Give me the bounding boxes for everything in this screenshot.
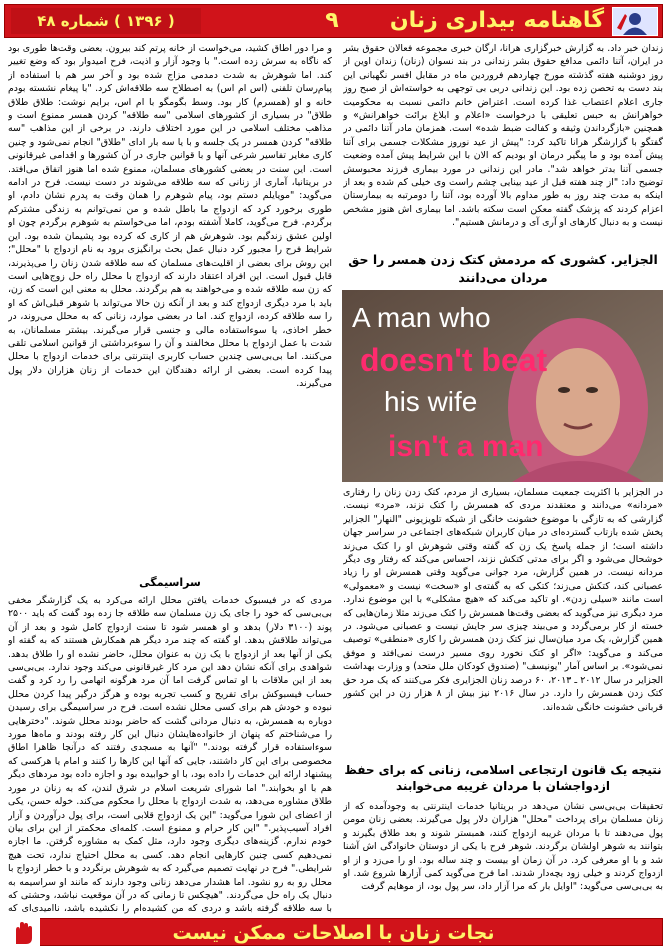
article-algeria-text: در الجزایر با اکثریت جمعیت مسلمان، بسیاری از مردم، کتک زدن زنان را رفتاری «مردانه» می‌دانند و معتقدند مردی که همسرش را کتک نزند، «مرد» نیست. گزارشی که به تازگی با موضوع خشونت خانگی از شبکه تلویزیونی "النهار" الجزایر پخش شده بازتاب گسترده‌ای در میان کاربران شبکه‌های اجتماعی در سراسر جهان داشته است؛ از جمله پاسخ یک زن که گفته وقتی شوهرش او را کتک می‌زند خوشحال می‌شود و اگر برای مدتی کتکش نزند، احساس می‌کند که رفتار وی دیگر مردانه نیست. در همین گزارش، مرد جوانی می‌گوید وقتی همسرش او را زیاد عصبانی کند، کتکش می‌زند؛ کتکی که به گفته‌ی او «سخت» نیست و «معمولی» است مانند «سیلی زدن». او تاکید می‌کند که «هیچ مشکلی» با این موضوع ندارد. مرد دیگری نیز می‌گوید که بعضی وقت‌ها همسرش را کتک می‌زند مثلا زمان‌هایی که خسته از کار برمی‌گردد و می‌بیند چیزی سر جایش نیست و عصبانی می‌شود. در همین گزارش، یک مرد میان‌سال نیز کتک زدن همسرش را کاری «منطقی» توصیف می‌کند و می‌گوید: «اگر او کتک نخورد روی مسیر درست نمی‌افتد و موفق نمی‌شود». بر اساس آمار "یونیسف" (صندوق کودکان ملل متحد) و وزارت بهداشت الجزایر در سال ۲۰۱۲ ـ ۲۰۱۳، ۶۰ درصد زنان الجزایری فکر می‌کنند که یک مرد حق کتک زدن همسرش را دارد. در سال ۲۰۱۶ نیز بیش از ۸ هزار زن در این کشور قربانی خشونت خانگی شده‌اند.	[343, 487, 663, 713]
caption-line-1: A man who	[352, 302, 491, 333]
photo-woman-hijab	[342, 290, 663, 482]
page-number: ۹	[325, 8, 339, 33]
publication-logo-icon	[612, 7, 658, 36]
headline-halala: نتیجه یک قانون ارتجاعی اسلامی، زنانی که برای حفظ ازدواجشان با مردان غریبه می‌خوابند	[344, 763, 662, 793]
stop-violence-hand-icon	[4, 918, 40, 946]
caption-line-2: doesn't beat	[360, 342, 548, 378]
article-halala-text-start: تحقیقات بی‌بی‌سی نشان می‌دهد در بریتانیا خدمات اینترنتی به وجودآمده که از زنان مسلمان برای پرداخت "محلل" هزاران دلار پول می‌گیرند. بعضی زنان مومن پول می‌دهند تا با مردان غریبه ازدواج کنند، همبستر شوند و بعد طلاق بگیرند و بتوانند به شوهر اولشان برگردند. شوهر فرح با یکی از دوستان خانوادگی اش آشنا شد و با او معرفی کرد. در آن زمان او بیست و چند ساله بود. او را می‌زد و از او ازدواج کردند و خیلی زود بچه‌دار شدند. اما فرح می‌گوید کمی آزارها شروع شد. او به بی‌بی‌سی می‌گوید: "اوایل بار که مرا آزار داد، سر پول بود، از موهایم گرفت	[343, 801, 663, 893]
article-halala-text-continued: و مرا دور اطاق کشید، می‌خواست از خانه پرتم کند بیرون. بعضی وقت‌ها طوری بود که ناگاه به سرش زده است." با وجود آزار و اذیت، فرح امیدوار بود که وضع تغییر کند. اما شوهرش به شدت دمدمی مزاج شده بود و آخر سر هم با استفاده از پیام‌رسان تلفنی (اس ام اس) به اصطلاح سه طلاقه‌اش کرد. "با پیغام نشسته بودم خانه و او (همسرم) کار بود. وسط بگومگو با ام اس، برایم نوشت: طلاق طلاق طلاق" در بسیاری از کشورهای اسلامی "سه طلاقه" کردن همسر ممنوع است و مذاهب مختلف اسلامی در این مورد اختلاف دارند. در برخی از این مذاهب "سه طلاقه" کردن همسر در یک جلسه و با یا سه بار ادای "طلاق" انجام نمی‌شود و چنین کاری مغایر تفاسیر شرعی آنها و با قوانین جاری در آن کشورها و اقدامی غیرقانونی است. این سنت در بعضی کشورهای مسلمان، ممنوع شده اما هنوز اتفاق می‌افتد. در بریتانیا، آماری از زنانی که سه طلاقه می‌شوند در دست نیست. فرح در ادامه می‌گوید: "مویایلم دستم بود، پیام شوهرم را همان وقت به پدرم نشان دادم، او طوری برخورد کرد که ازدواج ما باطل شده و من نمی‌توانم به زندگی مشترکم برگردم. فرح می‌گوید، کاملا آشفته بودم، اما می‌خواستم به شوهرم برگردم چون او اولین عشق زندگیم بود. شوهرش هم از کاری که کرده بود پشیمان شده بود. این شرایط فرح را مجبور کرد دنبال عمل بحث برانگیزی برود به نام ازدواج با "محلل"؛ این روش برای بعضی از اقلیت‌های مسلمان که سه طلاقه شدن زنان را می‌پذیرند، قابل قبول است. این افراد اعتقاد دارند که ازدواج با محلل راه حل زوج‌هایی است که زن سه طلاقه شده و می‌خواهند به هم برگردند. محلل به معنی این است که زن، باید با مرد دیگری ازدواج کند و بعد از آنکه زن حالا می‌تواند با شوهر قبلی‌اش که او را سه طلاقه کرده، ازدواج کند. اما در بعضی موارد، زنانی که به محلل می‌روند، در خطر اخاذی، یا سوءاستفاده مالی و جنسی قرار می‌گیرند. بیشتر مسلمانان، به شدت با عمل ازدواج با محلل مخالفند و آن را سوءبرداشتی از قوانین اسلامی تلقی می‌کنند. اما بی‌بی‌سی چندین حساب کاربری اینترنتی برای خدمات ازدواج با محلل پیدا کرده است. بعضی از ارائه دهندگان این خدمات از زنان هزاران دلار پول می‌گیرند.	[8, 43, 332, 390]
headline-algeria: الجزایر. کشوری که مردمش کتک زدن همسر را حق مردان می‌دانند	[348, 252, 658, 285]
section-subhead: سراسیمگی	[139, 576, 201, 589]
publication-title: گاهنامه بیداری زنان	[389, 8, 604, 33]
page-header	[4, 4, 663, 38]
article-subsection-text: مردی که در فیسبوک خدمات یافتن محلل ارائه می‌کرد به یک گزارشگر مخفی بی‌بی‌سی که خود را جای یک زن مسلمان سه طلاقه جا زده بود گفت که باید ۲۵۰۰ پوند (۳۱۰۰ دلار) بدهد و او همسر شود تا سنت ازدواج کامل شود و بعد از آن می‌تواند طلاقش بدهد. او گفته که چند مرد دیگر هم همکارش هستند که به گفته او یکی از آنها بعد از ازدواج با یک زن به عنوان محلل، حاضر نشده او را طلاق بدهد. شواهدی برای آنکه نشان دهد این مرد کار غیرقانونی می‌کند وجود ندارد. بی‌بی‌سی بعد از این ملاقات با او تماس گرفت اما آن مرد هرگونه اتهامی را رد کرد و گفت حساب فیسبوکش برای تفریح و کسب تجربه بوده و هرگز درگیر پیدا کردن محلل نبوده و خودش هم برای کسی محلل نشده است. فرح در سراسیمگی برای رسیدن دوباره به همسرش، به دنبال مردانی گشت که حاضر بودند محلل شوند. "دخترهایی را می‌شناختم که پنهان از خانواده‌هایشان دنبال این کار رفته بودند و ماه‌ها مورد سوءاستفاده قرار گرفته بودند." "آنها به مسجدی رفتند که درآنجا ظاهرا اطاق مخصوصی برای این کار داشتند، جایی که آنها این کارها را کنند و امام یا هرکسی که پیشنهاد ارائه این خدمات را داده بود، با او خوابیده بود و اجازه داده بود مردهای دیگر هم با او بخوابند." اما شورای شریعت اسلام در شرق لندن، که به زنان در مورد طلاق مشاوره می‌دهد، به شدت ازدواج با محلل را محکوم می‌کند. خوله حسن، یکی از اعضای این شورا می‌گوید: "این یک ازدواج قلابی است، برای پول درآوردن و آزار افراد آسیب‌پذیر." "این کار حرام و ممنوع است. کلمه‌ای محکمتر از این برای بیان خودم ندارم. گزینه‌های دیگری وجود دارد، مثل کمک به مشاوره گرفتن. ما اجازه نمی‌دهیم کسی چنین کارهایی انجام دهد. کسی به محلل احتیاج ندارد، تحت هیچ شرایطی." فرح در نهایت تصمیم می‌گیرد که به شوهرش برنگردد و با خطر ازدواج با محلل رو به رو نشود. اما هشدار می‌دهد زنانی وجود دارند که مانند او سراسیمه به دنبال یک راه حل می‌گردند. "هیچکس تا زمانی که در آن موقعیت نباشد، وحشتی که با سه طلاقه گرفته باشد و دردی که من کشیده‌ام را نکشیده باشد، ناامیدی‌ای که	[8, 595, 332, 914]
caption-line-4: isn't a man	[388, 430, 544, 463]
caption-line-3: his wife	[384, 386, 478, 417]
article-top-right-text: زندان خبر داد. به گزارش خبرگزاری هرانا، ارگان خبری مجموعه فعالان حقوق بشر در ایران، آتنا دائمی مدافع حقوق بشر زندانی در بند نسوان (زنان) زندان اوین از روز دوشنبه هفته گذشته مورخ چهاردهم فروردین ماه در مقابل افسر نگهبانی این بند دست به تحصن زده بود. این زندانی دربی بی توجهی به خواسته‌اش از صبح روز جاری اعلام اعتصاب غذا کرده است. اعتراض خانم دائمی نسبت به محکومیت خواهرانش به حبس تعلیقی با درخواست «اعلام و ابلاغ برائت خواهرانش» و همچنین «بازگرداندن وثیقه و کفالت ضبط شده» است. همزمان مادر آتنا دائمی در گفتگو با گزارشگر هرانا تاکید کرد: "پیش از عید نوروز مشکلات جسمی برای آتنا پیش آمده بود و ما پیگیر درمان او بودیم که الان با این شرایط پیش آمده وضعیت جسمی آتنا بدتر خواهد شد". مادر این زندانی در مورد بیماری فرزند محبوسش توضیح داد: "از چند هفته قبل از عید بینایی چشم راست وی خیلی کم شده و بعد از اینکه به مدت چند روز به طور مداوم بالا آورده بود، آتنا را دومرتبه به بیمارستان اعزام کردند که پزشک گفته معکن است سکته باشد. اما بیماری اش هنوز مشخص نیست و به دنبال کارهای او آری آی و درمانش هستیم".	[343, 43, 663, 229]
page-footer-slogan: نجات زنان با اصلاحات ممکن نیست	[4, 918, 663, 946]
issue-number: ( ۱۳۹۶ ) شماره ۴۸	[11, 8, 201, 34]
